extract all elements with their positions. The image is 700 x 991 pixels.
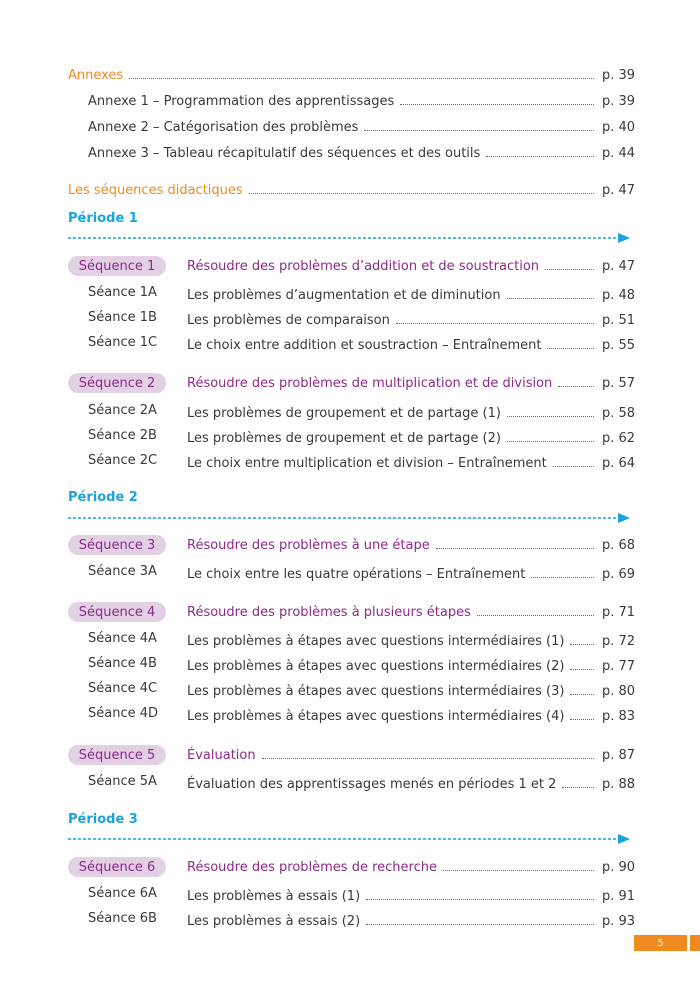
annexe-label: Annexe 2 – Catégorisation des problèmes xyxy=(88,119,359,135)
sequence-4-badge: Séquence 4 xyxy=(68,602,166,622)
seance-1a-label: Séance 1A xyxy=(88,285,157,300)
toc-entry-seance-4d[interactable] xyxy=(187,706,636,726)
annexe-label: Annexe 3 – Tableau récapitulatif des séquences et des outils xyxy=(88,145,481,161)
dot-leader xyxy=(531,576,594,578)
seance-2a-label: Séance 2A xyxy=(88,403,157,418)
toc-entry-annexe-2[interactable] xyxy=(88,117,636,137)
periode-1-title xyxy=(68,208,368,228)
sequence-6-badge: Séquence 6 xyxy=(68,857,166,877)
page-ref: p. 48 xyxy=(602,287,636,303)
toc-entry-seance-4a[interactable] xyxy=(187,631,636,651)
page-ref: p. 72 xyxy=(602,633,636,649)
sequence-3-badge: Séquence 3 xyxy=(68,535,166,555)
page-number-tab xyxy=(690,935,700,951)
dot-leader xyxy=(366,923,594,925)
seance-title: Le choix entre addition et soustraction – Entraînement xyxy=(187,337,542,353)
seance-title: Les problèmes à essais (2) xyxy=(187,913,361,929)
page-ref: p. 93 xyxy=(602,913,636,929)
toc-entry-sequence-3[interactable] xyxy=(187,535,636,555)
sequence-title: Résoudre des problèmes à une étape xyxy=(187,537,430,553)
dot-leader xyxy=(507,415,594,417)
seance-4d-label: Séance 4D xyxy=(88,706,159,721)
page-ref: p. 68 xyxy=(602,537,636,553)
seance-title: Les problèmes d’augmentation et de diminution xyxy=(187,287,501,303)
annexe-label: Annexe 1 – Programmation des apprentissages xyxy=(88,93,395,109)
page-ref: p. 47 xyxy=(602,182,636,198)
seance-2b-label: Séance 2B xyxy=(88,428,157,443)
dot-leader xyxy=(570,643,594,645)
toc-entry-seance-4c[interactable] xyxy=(187,681,636,701)
page-ref: p. 91 xyxy=(602,888,636,904)
periode-title-text: Période 1 xyxy=(68,210,138,226)
toc-entry-seance-1a[interactable] xyxy=(187,285,636,305)
seance-title: Les problèmes de groupement et de partage (2) xyxy=(187,430,501,446)
dot-leader xyxy=(262,757,594,759)
sequence-2-badge: Séquence 2 xyxy=(68,373,166,393)
toc-entry-seance-5a[interactable] xyxy=(187,774,636,794)
dot-leader xyxy=(570,693,594,695)
dot-leader xyxy=(400,103,594,105)
sequence-1-badge: Séquence 1 xyxy=(68,256,166,276)
periode-2-title xyxy=(68,487,368,507)
annexes-title: Annexes xyxy=(68,67,124,83)
seance-1b-label: Séance 1B xyxy=(88,310,157,325)
seance-4a-label: Séance 4A xyxy=(88,631,157,646)
seance-title: Les problèmes à étapes avec questions intermédiaires (4) xyxy=(187,708,565,724)
page-ref: p. 39 xyxy=(602,67,636,83)
dot-leader xyxy=(477,614,594,616)
toc-entry-annexe-1[interactable] xyxy=(88,91,636,111)
dot-leader xyxy=(129,77,594,79)
toc-entry-annexe-3[interactable] xyxy=(88,143,636,163)
seance-4c-label: Séance 4C xyxy=(88,681,158,696)
toc-entry-seance-4b[interactable] xyxy=(187,656,636,676)
toc-entry-seance-2b[interactable] xyxy=(187,428,636,448)
page-ref: p. 87 xyxy=(602,747,636,763)
seance-title: Les problèmes à essais (1) xyxy=(187,888,361,904)
page-ref: p. 51 xyxy=(602,312,636,328)
dot-leader xyxy=(570,718,594,720)
toc-entry-seance-6b[interactable] xyxy=(187,911,636,931)
toc-entry-sequence-2[interactable] xyxy=(187,373,636,393)
seance-3a-label: Séance 3A xyxy=(88,564,157,579)
seance-title: Les problèmes de groupement et de partage (1) xyxy=(187,405,501,421)
dot-leader xyxy=(436,547,594,549)
sequence-title: Résoudre des problèmes de recherche xyxy=(187,859,437,875)
dot-leader xyxy=(364,129,594,131)
dot-leader xyxy=(366,898,594,900)
periode-2-arrow-line xyxy=(68,512,630,524)
page-ref: p. 58 xyxy=(602,405,636,421)
toc-entry-sequence-1[interactable] xyxy=(187,256,636,276)
sequence-title: Résoudre des problèmes d’addition et de soustraction xyxy=(187,258,540,274)
sequence-5-badge: Séquence 5 xyxy=(68,745,166,765)
toc-entry-sequence-4[interactable] xyxy=(187,602,636,622)
seance-title: Les problèmes à étapes avec questions intermédiaires (2) xyxy=(187,658,565,674)
page-ref: p. 40 xyxy=(602,119,636,135)
page-ref: p. 47 xyxy=(602,258,636,274)
seance-title: Les problèmes de comparaison xyxy=(187,312,390,328)
page-ref: p. 90 xyxy=(602,859,636,875)
page-number: 5 xyxy=(634,935,687,951)
seance-1c-label: Séance 1C xyxy=(88,335,158,350)
periode-3-title xyxy=(68,809,368,829)
sequence-title: Résoudre des problèmes à plusieurs étapes xyxy=(187,604,471,620)
toc-entry-sequence-5[interactable] xyxy=(187,745,636,765)
toc-entry-sequence-6[interactable] xyxy=(187,857,636,877)
sequences-title: Les séquences didactiques xyxy=(68,182,243,198)
page-ref: p. 71 xyxy=(602,604,636,620)
page-ref: p. 69 xyxy=(602,566,636,582)
page-ref: p. 83 xyxy=(602,708,636,724)
page-ref: p. 88 xyxy=(602,776,636,792)
sequence-title: Évaluation xyxy=(187,747,256,763)
page-ref: p. 39 xyxy=(602,93,636,109)
dot-leader xyxy=(396,322,594,324)
toc-entry-seance-3a[interactable] xyxy=(187,564,636,584)
toc-entry-annexes[interactable] xyxy=(68,65,636,85)
toc-entry-seance-6a[interactable] xyxy=(187,886,636,906)
dot-leader xyxy=(249,192,594,194)
dot-leader xyxy=(507,440,594,442)
seance-5a-label: Séance 5A xyxy=(88,774,157,789)
seance-6b-label: Séance 6B xyxy=(88,911,157,926)
page-ref: p. 44 xyxy=(602,145,636,161)
page-ref: p. 64 xyxy=(602,455,636,471)
periode-3-arrow-line xyxy=(68,833,630,845)
seance-title: Évaluation des apprentissages menés en périodes 1 et 2 xyxy=(187,776,557,792)
page-ref: p. 77 xyxy=(602,658,636,674)
toc-entry-seance-1b[interactable] xyxy=(187,310,636,330)
periode-1-arrow-line xyxy=(68,232,630,244)
dot-leader xyxy=(558,385,594,387)
seance-4b-label: Séance 4B xyxy=(88,656,157,671)
seance-title: Le choix entre les quatre opérations – Entraînement xyxy=(187,566,526,582)
toc-entry-seance-2c[interactable] xyxy=(187,453,636,473)
dot-leader xyxy=(570,668,594,670)
dot-leader xyxy=(507,297,594,299)
dot-leader xyxy=(545,268,594,270)
page-ref: p. 57 xyxy=(602,375,636,391)
dot-leader xyxy=(562,786,594,788)
dot-leader xyxy=(553,465,594,467)
page-ref: p. 80 xyxy=(602,683,636,699)
page-ref: p. 55 xyxy=(602,337,636,353)
seance-title: Les problèmes à étapes avec questions intermédiaires (3) xyxy=(187,683,565,699)
periode-title-text: Période 2 xyxy=(68,489,138,505)
sequence-title: Résoudre des problèmes de multiplication et de division xyxy=(187,375,553,391)
dot-leader xyxy=(443,869,594,871)
toc-entry-seance-2a[interactable] xyxy=(187,403,636,423)
periode-title-text: Période 3 xyxy=(68,811,138,827)
page-ref: p. 62 xyxy=(602,430,636,446)
seance-title: Les problèmes à étapes avec questions intermédiaires (1) xyxy=(187,633,565,649)
seance-2c-label: Séance 2C xyxy=(88,453,158,468)
seance-6a-label: Séance 6A xyxy=(88,886,157,901)
toc-entry-sequences-didactiques[interactable] xyxy=(68,180,636,200)
dot-leader xyxy=(486,155,594,157)
seance-title: Le choix entre multiplication et division – Entraînement xyxy=(187,455,547,471)
toc-entry-seance-1c[interactable] xyxy=(187,335,636,355)
dot-leader xyxy=(547,347,594,349)
